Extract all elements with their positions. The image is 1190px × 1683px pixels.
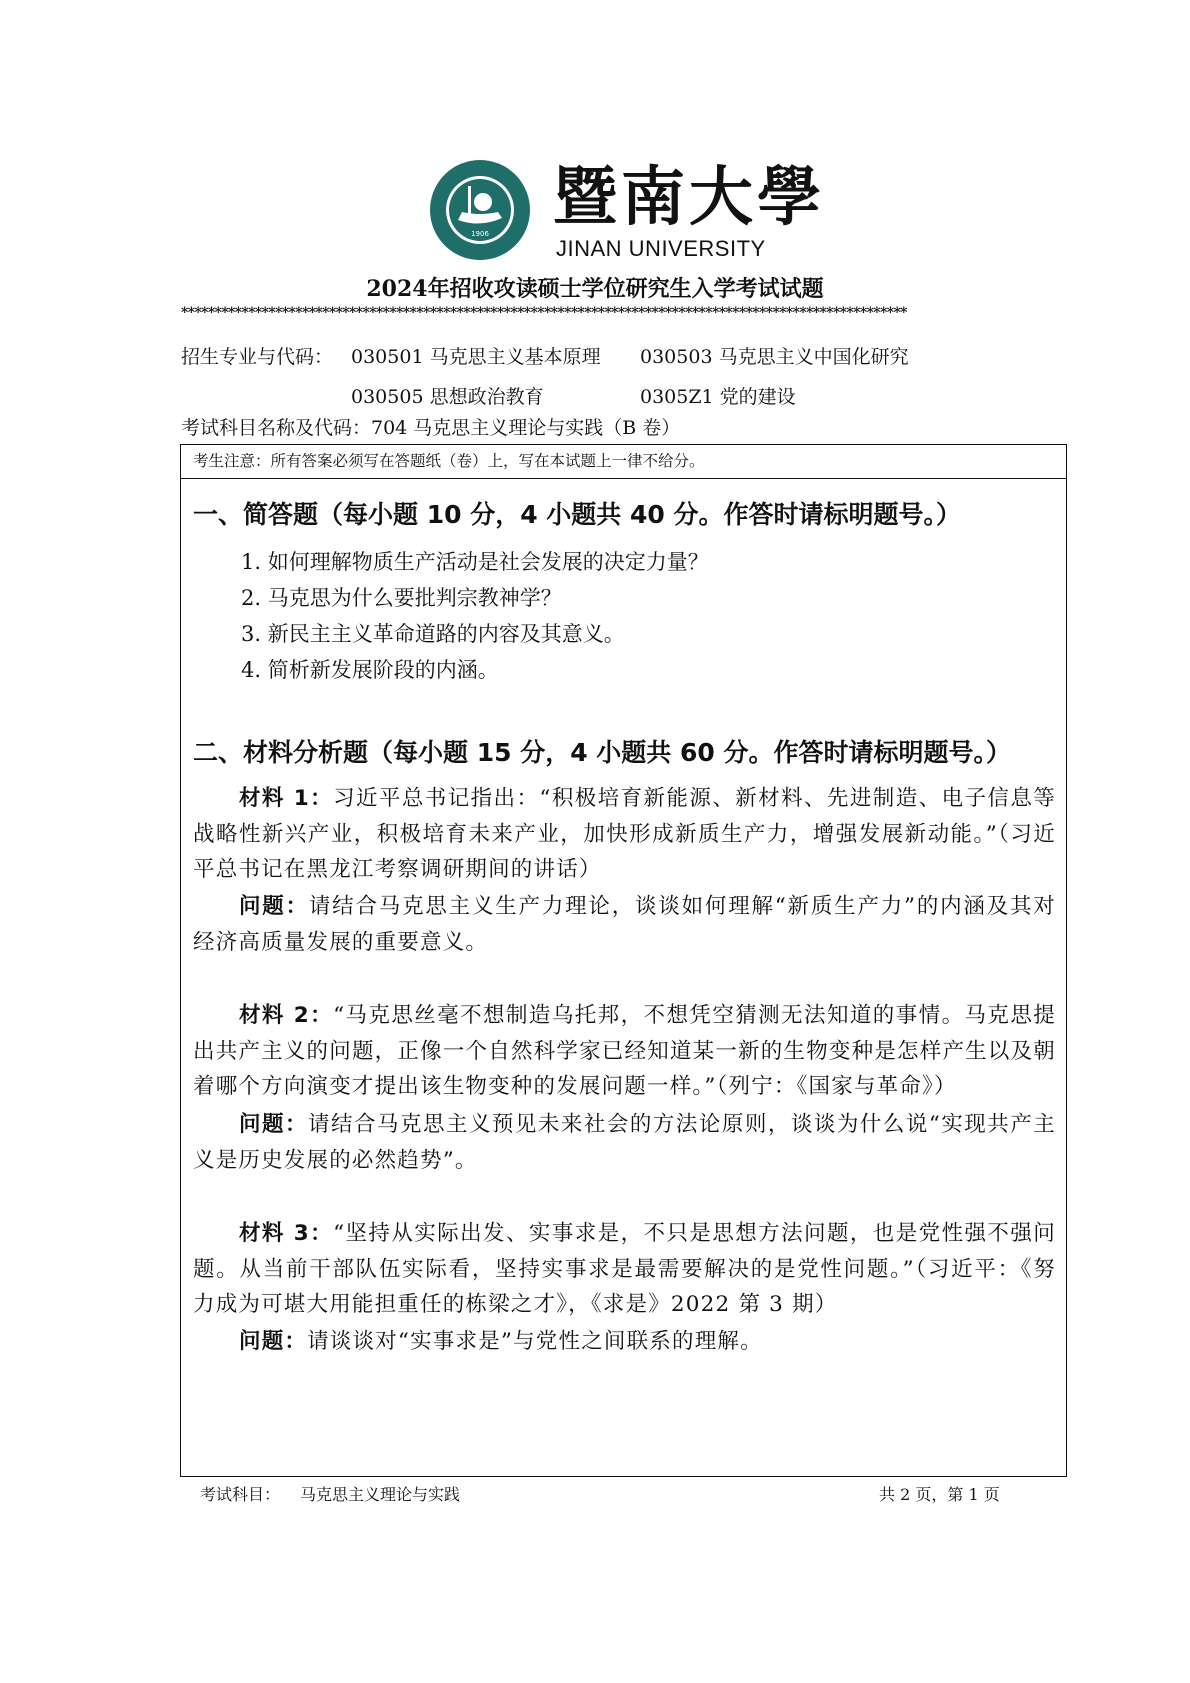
question-text: 请结合马克思主义生产力理论，谈谈如何理解“新质生产力”的内涵及其对经济高质量发展的重要意义。	[193, 894, 1056, 955]
material-label: 材料 1：	[239, 786, 334, 811]
question-item: 4. 简析新发展阶段的内涵。	[241, 658, 499, 682]
section-2-heading: 二、材料分析题（每小题 15 分，4 小题共 60 分。作答时请标明题号。）	[193, 738, 1011, 767]
university-seal-logo	[428, 158, 532, 262]
candidate-notice: 考生注意：所有答案必须写在答题纸（卷）上，写在本试题上一律不给分。	[181, 445, 1066, 479]
major-item: 0305Z1 党的建设	[640, 386, 796, 408]
question-label: 问题：	[239, 894, 309, 919]
footer-subject: 马克思主义理论与实践	[300, 1485, 461, 1504]
question-label: 问题：	[239, 1329, 308, 1354]
university-name-en: JINAN UNIVERSITY	[556, 236, 766, 261]
question-item: 2. 马克思为什么要批判宗教神学？	[241, 586, 562, 610]
subject-label: 考试科目名称及代码：	[181, 417, 372, 439]
material-2	[193, 998, 1056, 1105]
question-item: 1. 如何理解物质生产活动是社会发展的决定力量？	[241, 550, 709, 574]
material-text: “马克思丝毫不想制造乌托邦，不想凭空猜测无法知道的事情。马克思提出共产主义的问题，正像一个自然科学家已经知道某一新的生物变种是怎样产生以及朝着哪个方向演变才提出该生物变种的发展问题一样。”（列宁：《国家与革命》）	[193, 1003, 1056, 1099]
svg-text:1906: 1906	[471, 230, 489, 238]
material-text: “坚持从实际出发、实事求是，不只是思想方法问题，也是党性强不强问题。从当前干部队伍实际看，坚持实事求是最需要解决的是党性问题。”（习近平：《努力成为可堪大用能担重任的栋梁之才》，《求是》2022 第 3 期）	[193, 1221, 1056, 1317]
material-label: 材料 3：	[239, 1221, 334, 1246]
material-1	[193, 781, 1056, 888]
question-text: 请结合马克思主义预见未来社会的方法论原则，谈谈为什么说“实现共产主义是历史发展的必然趋势”。	[193, 1112, 1056, 1173]
section-1-heading: 一、简答题（每小题 10 分，4 小题共 40 分。作答时请标明题号。）	[193, 500, 961, 529]
material-2-question	[193, 1107, 1056, 1178]
question-label: 问题：	[239, 1112, 308, 1137]
major-item: 030503 马克思主义中国化研究	[640, 346, 909, 368]
exam-content-box	[180, 444, 1067, 1477]
major-item: 030501 马克思主义基本原理	[351, 346, 601, 368]
major-label: 招生专业与代码：	[181, 346, 334, 368]
material-3	[193, 1216, 1056, 1323]
question-text: 请谈谈对“实事求是”与党性之间联系的理解。	[307, 1329, 763, 1354]
material-text: 习近平总书记指出：“积极培育新能源、新材料、先进制造、电子信息等战略性新兴产业，积极培育未来产业，加快形成新质生产力，增强发展新动能。”（习近平总书记在黑龙江考察调研期间的讲话）	[193, 786, 1056, 882]
question-item: 3. 新民主主义革命道路的内容及其意义。	[241, 622, 625, 646]
major-item: 030505 思想政治教育	[351, 386, 544, 408]
page-indicator: 共 2 页，第 1 页	[879, 1485, 1000, 1504]
university-name-cn: 暨南大學	[553, 160, 825, 235]
material-1-question	[193, 889, 1056, 960]
star-divider: ************************************************************************************************************	[181, 305, 907, 321]
exam-title: 2024年招收攻读硕士学位研究生入学考试试题	[366, 276, 824, 302]
footer-subject-label: 考试科目：	[200, 1485, 281, 1504]
material-label: 材料 2：	[239, 1003, 334, 1028]
subject-value: 704 马克思主义理论与实践（B 卷）	[371, 417, 681, 439]
material-3-question	[193, 1324, 1056, 1360]
